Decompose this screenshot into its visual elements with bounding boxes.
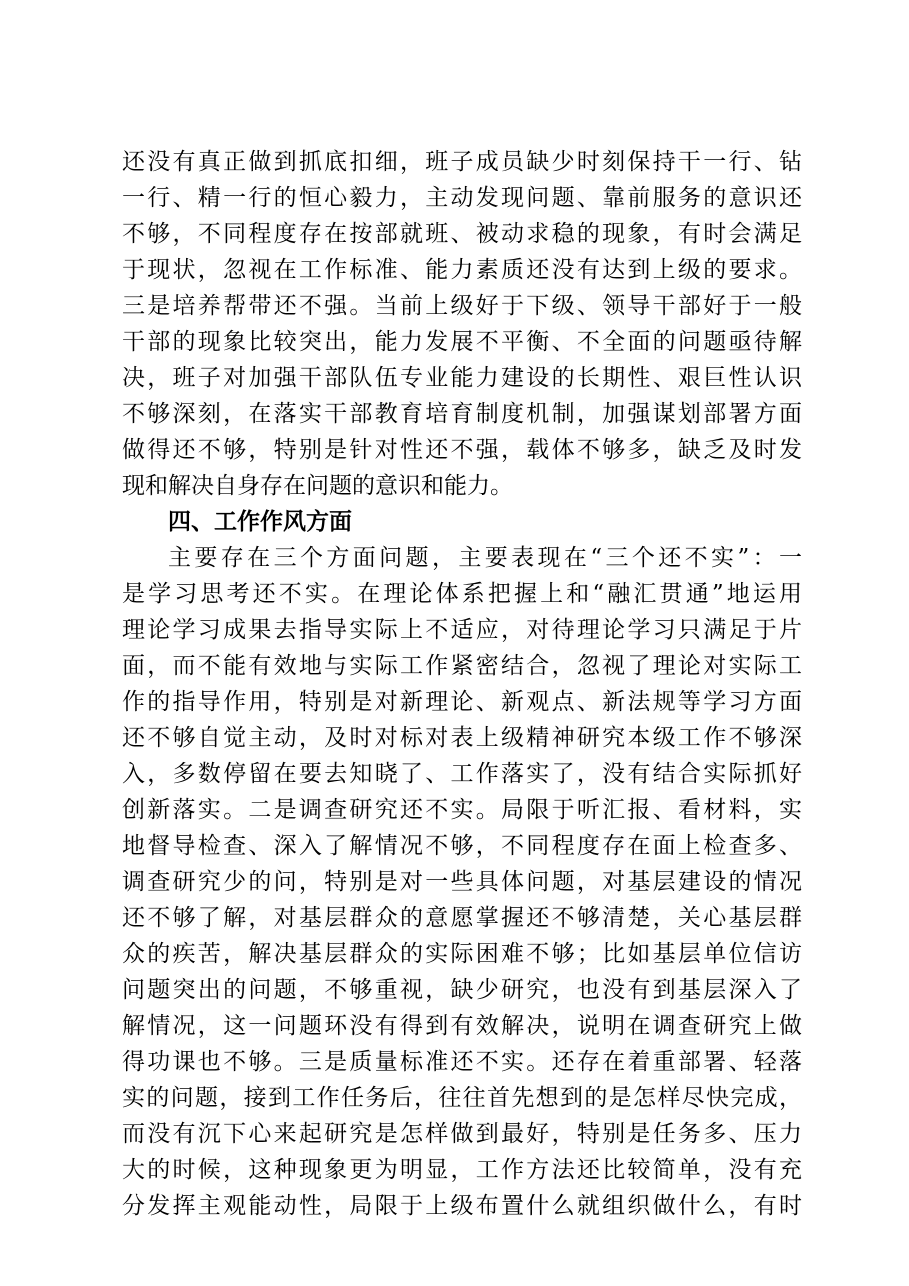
text-line: 是学习思考还不实。在理论体系把握上和“融汇贯通”地运用	[122, 581, 802, 607]
text-line: 不够深刻，在落实干部教育培育制度机制，加强谋划部署方面	[122, 401, 802, 427]
text-line: 创新落实。二是调查研究还不实。局限于听汇报、看材料，实	[122, 797, 802, 823]
document-body	[122, 144, 802, 1224]
text-line: 一行、精一行的恒心毅力，主动发现问题、靠前服务的意识还	[122, 185, 802, 211]
text-line: 得功课也不够。三是质量标准还不实。还存在着重部署、轻落	[122, 1049, 802, 1075]
text-line: 调查研究少的问，特别是对一些具体问题，对基层建设的情况	[122, 869, 802, 895]
text-line: 理论学习成果去指导实际上不适应，对待理论学习只满足于片	[122, 617, 802, 643]
text-line: 大的时候，这种现象更为明显，工作方法还比较简单，没有充	[122, 1157, 802, 1183]
text-line: 不够，不同程度存在按部就班、被动求稳的现象，有时会满足	[122, 221, 802, 247]
text-line: 干部的现象比较突出，能力发展不平衡、不全面的问题亟待解	[122, 329, 802, 355]
text-line: 作的指导作用，特别是对新理论、新观点、新法规等学习方面	[122, 689, 802, 715]
text-line: 决，班子对加强干部队伍专业能力建设的长期性、艰巨性认识	[122, 365, 802, 391]
paragraph-1	[122, 144, 802, 504]
section-heading: 四、工作作风方面	[168, 509, 352, 535]
text-line: 做得还不够，特别是针对性还不强，载体不够多，缺乏及时发	[122, 437, 802, 463]
text-line: 面，而不能有效地与实际工作紧密结合，忽视了理论对实际工	[122, 653, 802, 679]
text-line: 于现状，忽视在工作标准、能力素质还没有达到上级的要求。	[122, 257, 802, 283]
text-line: 解情况，这一问题环没有得到有效解决，说明在调查研究上做	[122, 1013, 802, 1039]
paragraph-2-first-line: 主要存在三个方面问题，主要表现在“三个还不实”：一	[168, 545, 802, 571]
text-line: 还不够自觉主动，及时对标对表上级精神研究本级工作不够深	[122, 725, 802, 751]
text-line: 而没有沉下心来起研究是怎样做到最好，特别是任务多、压力	[122, 1121, 802, 1147]
text-line: 还不够了解，对基层群众的意愿掌握还不够清楚，关心基层群	[122, 905, 802, 931]
text-line: 现和解决自身存在问题的意识和能力。	[122, 473, 513, 499]
text-line: 众的疾苦，解决基层群众的实际困难不够；比如基层单位信访	[122, 941, 802, 967]
text-line: 还没有真正做到抓底扣细，班子成员缺少时刻保持干一行、钻	[122, 149, 802, 175]
text-line: 入，多数停留在要去知晓了、工作落实了，没有结合实际抓好	[122, 761, 802, 787]
text-line: 问题突出的问题，不够重视，缺少研究，也没有到基层深入了	[122, 977, 802, 1003]
text-line: 分发挥主观能动性，局限于上级布置什么就组织做什么，有时	[122, 1193, 802, 1219]
paragraph-2	[122, 576, 802, 1224]
text-line: 实的问题，接到工作任务后，往往首先想到的是怎样尽快完成，	[122, 1085, 802, 1111]
text-line: 地督导检查、深入了解情况不够，不同程度存在面上检查多、	[122, 833, 802, 859]
text-line: 三是培养帮带还不强。当前上级好于下级、领导干部好于一般	[122, 293, 802, 319]
